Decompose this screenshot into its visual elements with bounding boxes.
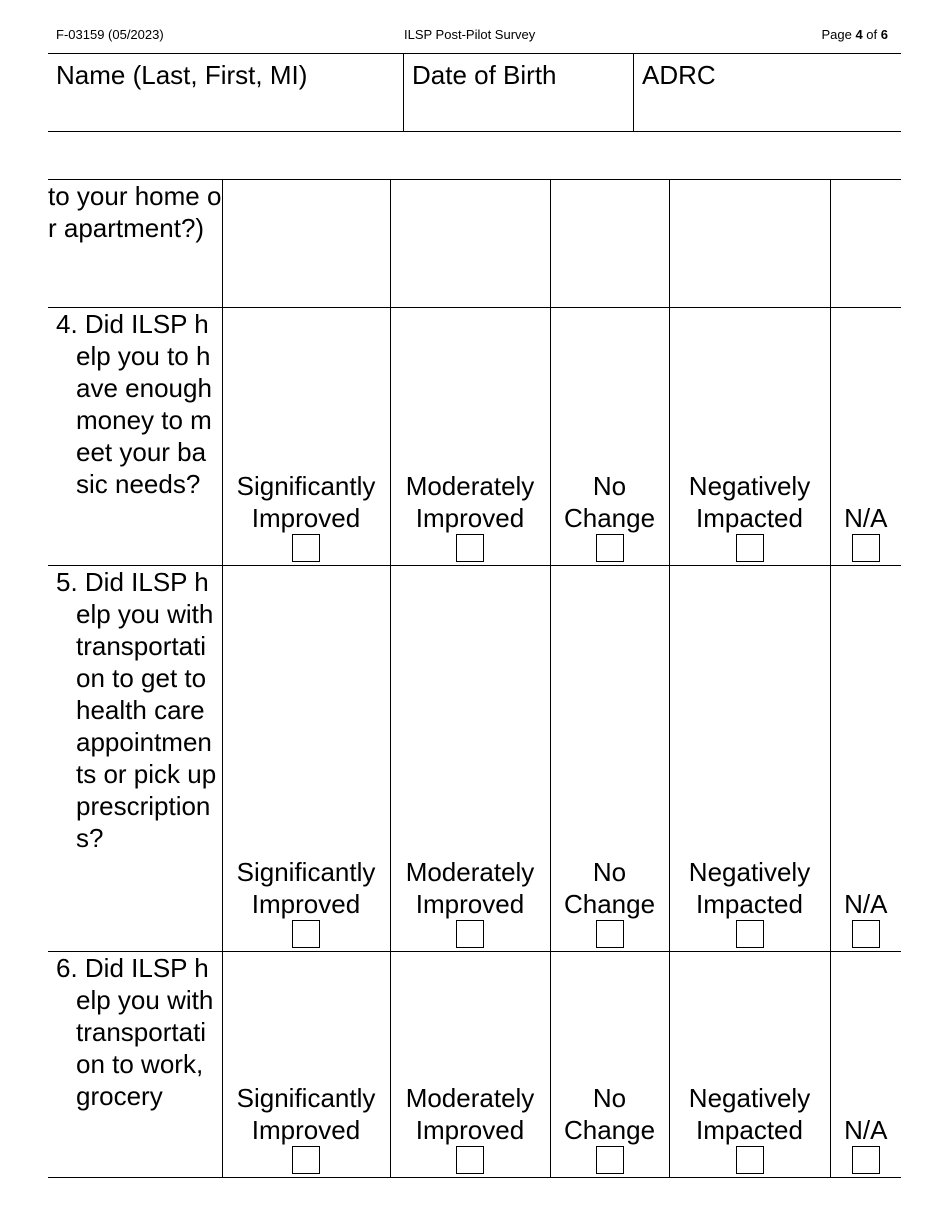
survey-table (48, 179, 901, 1178)
option-cell (550, 566, 669, 952)
dob-label: Date of Birth (412, 60, 557, 90)
option-cell (830, 566, 901, 952)
survey-title: ILSP Post-Pilot Survey (404, 27, 536, 42)
q6-significantly-checkbox[interactable] (292, 1146, 320, 1174)
option-cell (550, 308, 669, 566)
option-label: Moderately Improved (405, 857, 535, 919)
adrc-field[interactable] (633, 54, 901, 131)
empty-cell (669, 180, 830, 308)
q5-no-change-checkbox[interactable] (596, 920, 624, 948)
q6-na-checkbox[interactable] (852, 1146, 880, 1174)
q5-negatively-checkbox[interactable] (736, 920, 764, 948)
option-label: Moderately Improved (405, 471, 535, 533)
q4-no-change-checkbox[interactable] (596, 534, 624, 562)
q5-significantly-checkbox[interactable] (292, 920, 320, 948)
option-label: Moderately Improved (405, 1083, 535, 1145)
q4-negatively-checkbox[interactable] (736, 534, 764, 562)
question-6: 6. Did ILSP help you with transportation to work, grocery (56, 953, 214, 1111)
option-cell (390, 566, 550, 952)
option-label: Negatively Impacted (688, 1083, 811, 1145)
option-cell (222, 566, 390, 952)
empty-cell (550, 180, 669, 308)
page-indicator (821, 27, 888, 42)
option-label: N/A (844, 889, 888, 919)
option-cell (830, 308, 901, 566)
identification-table (48, 53, 901, 132)
option-cell (550, 952, 669, 1178)
q6-moderately-checkbox[interactable] (456, 1146, 484, 1174)
option-label: Significantly Improved (236, 857, 376, 919)
q5-moderately-checkbox[interactable] (456, 920, 484, 948)
option-label: Significantly Improved (236, 1083, 376, 1145)
question-5: 5. Did ILSP help you with transportation to get to health care appointments or pick up prescriptions? (56, 567, 217, 853)
page-prefix: Page (821, 27, 852, 42)
q4-significantly-checkbox[interactable] (292, 534, 320, 562)
option-cell (390, 952, 550, 1178)
option-label: No Change (563, 857, 656, 919)
page-current: 4 (855, 27, 863, 42)
table-row (48, 566, 901, 952)
page-of: of (866, 27, 878, 42)
question-continued: to your home or apartment?) (48, 180, 222, 308)
option-cell (669, 566, 830, 952)
empty-cell (222, 180, 390, 308)
page-total: 6 (880, 27, 888, 42)
adrc-label: ADRC (642, 60, 716, 90)
option-label: N/A (844, 503, 888, 533)
q4-moderately-checkbox[interactable] (456, 534, 484, 562)
empty-cell (390, 180, 550, 308)
option-label: N/A (844, 1115, 888, 1145)
dob-field[interactable] (403, 54, 634, 131)
name-label: Name (Last, First, MI) (56, 60, 308, 90)
option-label: No Change (563, 1083, 656, 1145)
option-label: Negatively Impacted (688, 471, 811, 533)
option-label: No Change (563, 471, 656, 533)
option-cell (830, 952, 901, 1178)
name-field[interactable] (48, 54, 404, 131)
empty-cell (830, 180, 901, 308)
option-cell (669, 952, 830, 1178)
table-row (48, 308, 901, 566)
form-number: F-03159 (05/2023) (56, 27, 164, 42)
question-4: 4. Did ILSP help you to have enough money to meet your basic needs? (56, 309, 212, 499)
q6-negatively-checkbox[interactable] (736, 1146, 764, 1174)
q5-na-checkbox[interactable] (852, 920, 880, 948)
option-label: Negatively Impacted (688, 857, 811, 919)
q4-na-checkbox[interactable] (852, 534, 880, 562)
option-cell (669, 308, 830, 566)
q6-no-change-checkbox[interactable] (596, 1146, 624, 1174)
table-row (48, 952, 901, 1178)
option-cell (222, 952, 390, 1178)
table-row (48, 180, 901, 308)
option-label: Significantly Improved (236, 471, 376, 533)
option-cell (390, 308, 550, 566)
option-cell (222, 308, 390, 566)
